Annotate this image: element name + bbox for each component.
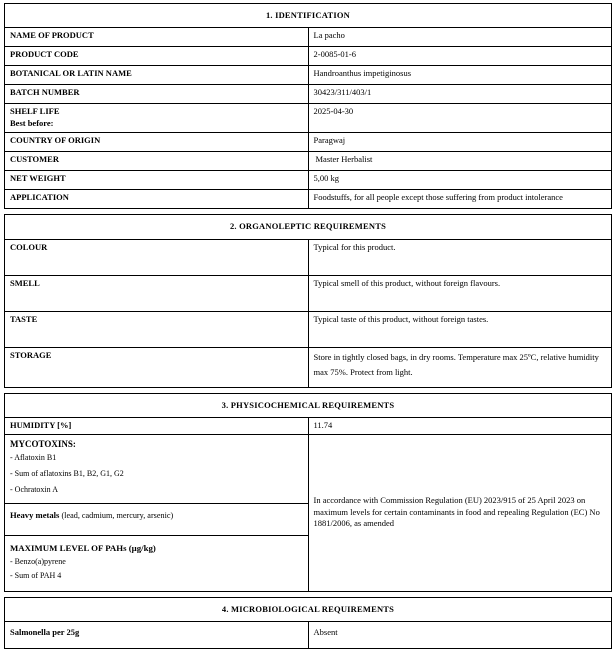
- section-title-identification: 1. IDENTIFICATION: [5, 4, 612, 28]
- row-value-application: Foodstuffs, for all people except those suffering from product intolerance: [308, 190, 612, 209]
- row-label-botanical-name: BOTANICAL OR LATIN NAME: [5, 66, 309, 85]
- row-label-pahs: [5, 536, 309, 591]
- row-value-salmonella: Absent: [308, 622, 612, 649]
- heavy-metals-bold-label: Heavy metals: [10, 510, 60, 521]
- table-row: [5, 66, 612, 85]
- pahs-item: - Sum of PAH 4: [10, 570, 62, 580]
- section-title-row: [5, 215, 612, 239]
- shelf-life-label-line2: Best before:: [10, 117, 54, 128]
- table-row: [5, 275, 612, 311]
- table-row: [5, 28, 612, 47]
- row-label-colour: COLOUR: [5, 239, 309, 275]
- row-value-regulation-note: In accordance with Commission Regulation (EU) 2023/915 of 25 April 2023 on maximum levels for certain contaminants in food and repealing Regulation (EC) No 1881/2006, as amended: [308, 435, 612, 591]
- section-title-microbiological: 4. MICROBIOLOGICAL REQUIREMENTS: [5, 597, 612, 621]
- row-value-colour: Typical for this product.: [308, 239, 612, 275]
- section-title-row: [5, 597, 612, 621]
- row-value-taste: Typical taste of this product, without foreign tastes.: [308, 311, 612, 347]
- table-row: [5, 347, 612, 387]
- mycotoxins-item: - Ochratoxin A: [10, 484, 58, 494]
- row-label-product-code: PRODUCT CODE: [5, 47, 309, 66]
- row-value-name-of-product: La pacho: [308, 28, 612, 47]
- row-label-mycotoxins: [5, 435, 309, 504]
- row-value-smell: Typical smell of this product, without foreign flavours.: [308, 275, 612, 311]
- section-organoleptic-table: [4, 214, 612, 387]
- row-value-batch-number: 30423/311/403/1: [308, 85, 612, 104]
- pahs-heading: MAXIMUM LEVEL OF PAHs (µg/kg): [10, 543, 156, 554]
- row-label-storage: STORAGE: [5, 347, 309, 387]
- mycotoxins-item: - Aflatoxin B1: [10, 453, 57, 463]
- section-title-row: [5, 4, 612, 28]
- row-value-net-weight: 5,00 kg: [308, 171, 612, 190]
- row-value-humidity: 11.74: [308, 417, 612, 434]
- table-row: [5, 85, 612, 104]
- mycotoxins-heading: MYCOTOXINS:: [10, 439, 76, 450]
- row-value-product-code: 2-0085-01-6: [308, 47, 612, 66]
- table-row: [5, 622, 612, 649]
- mycotoxins-list: [10, 438, 303, 495]
- row-label-smell: SMELL: [5, 275, 309, 311]
- row-value-storage: Store in tightly closed bags, in dry rooms. Temperature max 25ºC, relative humidity max 75%. Protect from light.: [308, 347, 612, 387]
- row-label-application: APPLICATION: [5, 190, 309, 209]
- section-physicochemical-table: [4, 393, 612, 592]
- section-identification-table: [4, 3, 612, 209]
- section-microbiological-table: [4, 597, 612, 649]
- table-row: [5, 311, 612, 347]
- row-label-taste: TASTE: [5, 311, 309, 347]
- row-label-heavy-metals: [5, 504, 309, 536]
- row-label-net-weight: NET WEIGHT: [5, 171, 309, 190]
- table-row: [5, 190, 612, 209]
- table-row: [5, 47, 612, 66]
- row-label-humidity: HUMIDITY [%]: [5, 417, 309, 434]
- table-row: [5, 133, 612, 152]
- table-row: [5, 152, 612, 171]
- table-row: [5, 417, 612, 434]
- row-label-batch-number: BATCH NUMBER: [5, 85, 309, 104]
- mycotoxins-item: - Sum of aflatoxins B1, B2, G1, G2: [10, 469, 124, 479]
- row-value-customer: Master Herbalist: [308, 152, 612, 171]
- row-value-shelf-life: 2025-04-30: [308, 104, 612, 133]
- section-title-organoleptic: 2. ORGANOLEPTIC REQUIREMENTS: [5, 215, 612, 239]
- table-row: [5, 239, 612, 275]
- pahs-item: - Benzo(a)pyrene: [10, 557, 66, 567]
- table-row: [5, 104, 612, 133]
- section-title-row: [5, 393, 612, 417]
- heavy-metals-detail-label: (lead, cadmium, mercury, arsenic): [59, 511, 174, 521]
- section-title-physicochemical: 3. PHYSICOCHEMICAL REQUIREMENTS: [5, 393, 612, 417]
- row-label-customer: CUSTOMER: [5, 152, 309, 171]
- table-row: [5, 435, 612, 504]
- row-label-country-of-origin: COUNTRY OF ORIGIN: [5, 133, 309, 152]
- row-value-country-of-origin: Paragwaj: [308, 133, 612, 152]
- row-value-botanical-name: Handroanthus impetiginosus: [308, 66, 612, 85]
- row-label-name-of-product: NAME OF PRODUCT: [5, 28, 309, 47]
- table-row: [5, 171, 612, 190]
- shelf-life-label-line1: SHELF LIFE: [10, 106, 60, 117]
- row-label-shelf-life: [5, 104, 309, 133]
- row-label-salmonella: Salmonella per 25g: [5, 622, 309, 649]
